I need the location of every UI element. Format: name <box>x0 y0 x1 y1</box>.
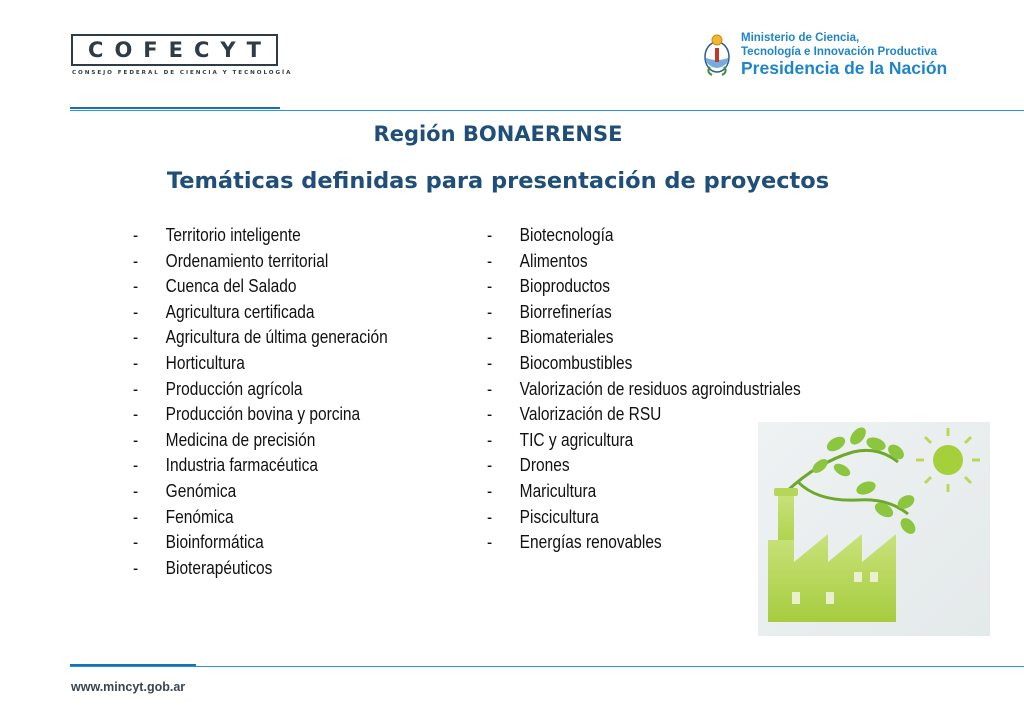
list-item <box>133 300 425 326</box>
bullet-dash: - <box>133 506 139 527</box>
bullet-dash: - <box>487 506 493 527</box>
bullet-dash: - <box>133 327 139 348</box>
bullet-dash: - <box>133 352 139 373</box>
bullet-dash: - <box>133 225 139 245</box>
topic-label: Agricultura de última generación <box>165 327 388 348</box>
topic-label: Drones <box>519 455 570 476</box>
bullet-dash: - <box>133 455 139 476</box>
topic-label: Valorización de residuos agroindustriales <box>519 378 801 399</box>
list-item <box>133 325 425 351</box>
list-item <box>133 453 425 479</box>
bullet-dash: - <box>133 301 139 322</box>
green-factory-icon <box>758 422 990 636</box>
topic-label: TIC y agricultura <box>519 429 634 450</box>
bullet-dash: - <box>487 250 493 271</box>
list-item <box>487 325 848 351</box>
ministry-name-line2: Tecnología e Innovación Productiva <box>741 46 937 58</box>
bullet-dash: - <box>133 557 139 578</box>
topic-label: Territorio inteligente <box>165 225 301 245</box>
topic-label: Biorrefinerías <box>519 301 612 322</box>
topic-label: Biocombustibles <box>519 352 633 373</box>
list-item <box>133 402 425 428</box>
topic-label: Bioproductos <box>519 276 611 297</box>
list-item <box>487 249 848 275</box>
bullet-dash: - <box>133 250 139 271</box>
topic-label: Agricultura certificada <box>165 301 315 322</box>
header-accent-rule <box>70 107 280 109</box>
topic-label: Producción bovina y porcina <box>165 404 361 425</box>
bullet-dash: - <box>487 301 493 322</box>
bullet-dash: - <box>133 276 139 297</box>
topic-label: Medicina de precisión <box>165 429 316 450</box>
bullet-dash: - <box>487 532 493 553</box>
bullet-dash: - <box>487 480 493 501</box>
list-item <box>133 505 425 531</box>
footer-rule <box>70 666 1024 667</box>
topic-label: Genómica <box>165 480 237 501</box>
list-item <box>487 300 848 326</box>
topic-label: Biotecnología <box>519 225 614 245</box>
header-rule <box>70 110 1024 111</box>
list-item <box>133 428 425 454</box>
list-item <box>133 377 425 403</box>
list-item <box>133 479 425 505</box>
topic-label: Valorización de RSU <box>519 404 662 425</box>
list-item <box>487 377 848 403</box>
topic-label: Bioterapéuticos <box>165 557 273 578</box>
list-item <box>133 249 425 275</box>
left-topic-list <box>133 223 473 581</box>
bullet-dash: - <box>133 404 139 425</box>
topic-label: Bioinformática <box>165 532 264 553</box>
region-title: Región BONAERENSE <box>373 122 623 146</box>
topic-label: Ordenamiento territorial <box>165 250 329 271</box>
bullet-dash: - <box>487 225 493 245</box>
bullet-dash: - <box>133 429 139 450</box>
topic-label: Cuenca del Salado <box>165 276 297 297</box>
topics-subtitle: Temáticas definidas para presentación de proyectos <box>166 168 830 194</box>
list-item <box>133 351 425 377</box>
cofecyt-logo-text: COFECYT <box>88 38 272 62</box>
topic-label: Industria farmacéutica <box>165 455 318 476</box>
bullet-dash: - <box>487 276 493 297</box>
ministry-name-line1: Ministerio de Ciencia, <box>741 32 860 44</box>
bullet-dash: - <box>487 429 493 450</box>
bullet-dash: - <box>133 378 139 399</box>
list-item <box>133 530 425 556</box>
bullet-dash: - <box>487 378 493 399</box>
topic-label: Alimentos <box>519 250 588 271</box>
list-item <box>487 351 848 377</box>
list-item <box>133 223 425 249</box>
bullet-dash: - <box>487 455 493 476</box>
topic-label: Horticultura <box>165 352 245 373</box>
list-item <box>487 274 848 300</box>
presidency-name: Presidencia de la Nación <box>741 58 948 78</box>
topic-label: Producción agrícola <box>165 378 303 399</box>
footer-url: www.mincyt.gob.ar <box>71 680 186 694</box>
cofecyt-logo <box>71 34 278 66</box>
bullet-dash: - <box>133 480 139 501</box>
bullet-dash: - <box>487 352 493 373</box>
topic-label: Energías renovables <box>519 532 662 553</box>
bullet-dash: - <box>487 404 493 425</box>
list-item <box>133 274 425 300</box>
cofecyt-subtitle: CONSEJO FEDERAL DE CIENCIA Y TECNOLOGÍA <box>72 70 293 76</box>
bullet-dash: - <box>487 327 493 348</box>
topic-label: Fenómica <box>165 506 234 527</box>
topic-label: Piscicultura <box>519 506 599 527</box>
list-item <box>133 556 425 582</box>
coat-of-arms-icon <box>702 32 732 78</box>
bullet-dash: - <box>133 532 139 553</box>
list-item <box>487 223 848 249</box>
topic-label: Biomateriales <box>519 327 614 348</box>
topic-label: Maricultura <box>519 480 597 501</box>
